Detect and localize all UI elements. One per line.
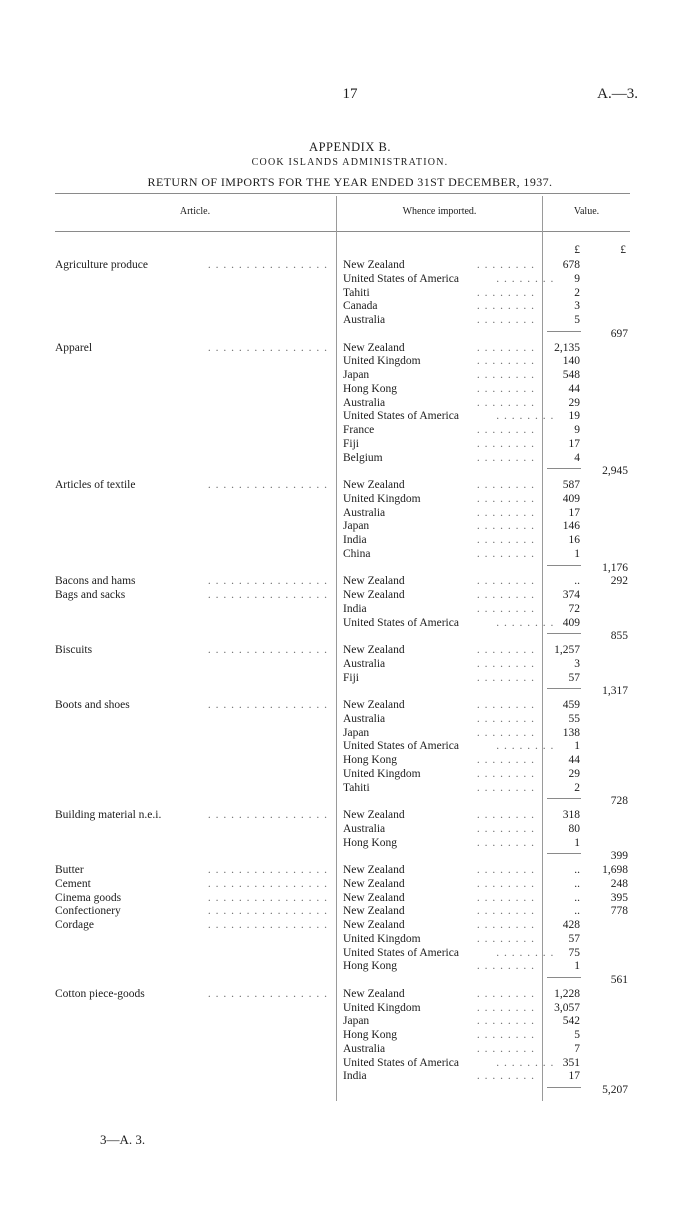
header-article: Article. bbox=[179, 206, 211, 217]
dot-leader: . . . . . . . . bbox=[496, 946, 555, 959]
article-name: Apparel bbox=[55, 341, 93, 354]
import-value: 1 bbox=[574, 836, 580, 849]
import-value: 1,257 bbox=[554, 644, 580, 656]
article-name: Butter bbox=[55, 864, 84, 876]
article-total: 292 bbox=[610, 575, 628, 588]
dot-leader: . . . . . . . . bbox=[476, 341, 535, 354]
dot-leader: . . . . . . . . . . . . . . . . bbox=[207, 891, 328, 904]
header-bottom-rule bbox=[55, 231, 630, 232]
dot-leader: . . . . . . . . bbox=[476, 1070, 535, 1083]
dot-leader: . . . . . . . . . . . . . . . . bbox=[207, 699, 328, 711]
country-name: New Zealand bbox=[343, 905, 405, 918]
currency-symbol-value: £ bbox=[574, 244, 580, 256]
dot-leader: . . . . . . . . bbox=[476, 286, 535, 299]
import-value: 409 bbox=[562, 492, 580, 505]
import-value: 1,228 bbox=[554, 987, 580, 1000]
import-value: 587 bbox=[562, 479, 580, 491]
dot-leader: . . . . . . . . bbox=[476, 259, 535, 271]
article-name: Cinema goods bbox=[55, 891, 122, 904]
dot-leader: . . . . . . . . bbox=[476, 1015, 535, 1028]
import-value: 7 bbox=[574, 1042, 580, 1055]
dot-leader: . . . . . . . . . . . . . . . . bbox=[207, 905, 328, 918]
country-name: New Zealand bbox=[343, 891, 405, 904]
country-name: New Zealand bbox=[343, 809, 405, 821]
article-name: Boots and shoes bbox=[55, 699, 130, 711]
dot-leader: . . . . . . . . bbox=[476, 767, 535, 780]
dot-leader: . . . . . . . . bbox=[476, 809, 535, 821]
article-total: 778 bbox=[610, 905, 628, 918]
import-value: 17 bbox=[568, 1070, 580, 1083]
country-name: Australia bbox=[343, 1042, 386, 1055]
import-value: 75 bbox=[568, 946, 580, 959]
import-value: 17 bbox=[568, 506, 580, 519]
article-total: 1,317 bbox=[602, 685, 628, 698]
dot-leader: . . . . . . . . . . . . . . . . bbox=[207, 809, 328, 821]
subtotal-rule bbox=[547, 633, 581, 634]
country-name: New Zealand bbox=[343, 589, 405, 601]
country-name: Hong Kong bbox=[343, 960, 397, 973]
import-value: 2 bbox=[574, 781, 580, 794]
country-name: Australia bbox=[343, 396, 386, 409]
country-name: Australia bbox=[343, 657, 386, 670]
dot-leader: . . . . . . . . bbox=[476, 314, 535, 326]
article-total: 2,945 bbox=[602, 465, 628, 478]
dot-leader: . . . . . . . . bbox=[476, 369, 535, 381]
dot-leader: . . . . . . . . bbox=[476, 382, 535, 395]
import-value: 678 bbox=[562, 259, 580, 271]
dot-leader: . . . . . . . . bbox=[476, 987, 535, 1000]
import-value: 1 bbox=[574, 960, 580, 973]
country-name: India bbox=[343, 1070, 367, 1083]
dot-leader: . . . . . . . . bbox=[476, 506, 535, 519]
dot-leader: . . . . . . . . bbox=[476, 822, 535, 835]
import-value: 44 bbox=[568, 382, 580, 395]
dot-leader: . . . . . . . . bbox=[476, 300, 535, 313]
country-name: New Zealand bbox=[343, 919, 405, 931]
import-value: .. bbox=[574, 891, 580, 904]
country-name: New Zealand bbox=[343, 644, 405, 656]
dot-leader: . . . . . . . . bbox=[476, 836, 535, 849]
country-name: United States of America bbox=[343, 616, 459, 629]
article-name: Cement bbox=[55, 877, 91, 890]
dot-leader: . . . . . . . . bbox=[476, 424, 535, 436]
import-value: 57 bbox=[568, 671, 580, 684]
header-value: Value. bbox=[573, 206, 600, 217]
article-total: 248 bbox=[610, 877, 628, 890]
import-value: 9 bbox=[574, 272, 580, 285]
dot-leader: . . . . . . . . . . . . . . . . bbox=[207, 259, 328, 271]
import-value: 374 bbox=[562, 589, 580, 601]
import-value: 3,057 bbox=[554, 1001, 580, 1014]
dot-leader: . . . . . . . . . . . . . . . . bbox=[207, 341, 328, 354]
dot-leader: . . . . . . . . bbox=[496, 1056, 555, 1069]
dot-leader: . . . . . . . . . . . . . . . . bbox=[207, 919, 328, 931]
import-value: 5 bbox=[574, 1029, 580, 1041]
article-total: 561 bbox=[610, 974, 628, 986]
article-total: 399 bbox=[610, 850, 628, 863]
subtotal-rule bbox=[547, 688, 581, 689]
dot-leader: . . . . . . . . bbox=[476, 479, 535, 491]
import-value: 1 bbox=[574, 547, 580, 560]
dot-leader: . . . . . . . . bbox=[476, 726, 535, 739]
dot-leader: . . . . . . . . bbox=[476, 1001, 535, 1014]
dot-leader: . . . . . . . . bbox=[476, 905, 535, 918]
dot-leader: . . . . . . . . . . . . . . . . bbox=[207, 864, 328, 876]
dot-leader: . . . . . . . . bbox=[476, 960, 535, 973]
import-value: 351 bbox=[562, 1056, 580, 1069]
import-value: 9 bbox=[574, 424, 580, 436]
import-value: .. bbox=[574, 575, 580, 588]
country-name: Australia bbox=[343, 314, 386, 326]
import-value: 4 bbox=[574, 451, 580, 464]
dot-leader: . . . . . . . . bbox=[476, 932, 535, 945]
dot-leader: . . . . . . . . bbox=[476, 657, 535, 670]
subtotal-rule bbox=[547, 798, 581, 799]
import-value: 29 bbox=[568, 767, 580, 780]
dot-leader: . . . . . . . . bbox=[476, 891, 535, 904]
dot-leader: . . . . . . . . bbox=[496, 272, 555, 285]
subtotal-rule bbox=[547, 977, 581, 978]
country-name: United Kingdom bbox=[343, 492, 421, 505]
dot-leader: . . . . . . . . bbox=[476, 699, 535, 711]
import-value: 72 bbox=[568, 602, 580, 615]
dot-leader: . . . . . . . . bbox=[476, 492, 535, 505]
import-value: 428 bbox=[562, 919, 580, 931]
dot-leader: . . . . . . . . bbox=[476, 355, 535, 368]
return-title: RETURN OF IMPORTS FOR THE YEAR ENDED 31ST DECEMBER, 1937. bbox=[147, 175, 553, 189]
dot-leader: . . . . . . . . bbox=[476, 919, 535, 931]
article-name: Confectionery bbox=[55, 905, 121, 918]
country-name: Japan bbox=[343, 520, 370, 533]
import-value: 542 bbox=[562, 1015, 580, 1028]
dot-leader: . . . . . . . . bbox=[476, 1029, 535, 1041]
article-name: Articles of textile bbox=[55, 479, 136, 491]
import-value: 2,135 bbox=[554, 341, 580, 354]
dot-leader: . . . . . . . . bbox=[476, 644, 535, 656]
table-top-rule bbox=[55, 193, 630, 194]
dot-leader: . . . . . . . . bbox=[476, 451, 535, 464]
country-name: United Kingdom bbox=[343, 767, 421, 780]
country-name: Australia bbox=[343, 506, 386, 519]
country-name: Japan bbox=[343, 1015, 370, 1028]
import-value: 57 bbox=[568, 932, 580, 945]
dot-leader: . . . . . . . . bbox=[476, 712, 535, 725]
dot-leader: . . . . . . . . . . . . . . . . bbox=[207, 987, 328, 1000]
dot-leader: . . . . . . . . bbox=[476, 575, 535, 588]
import-value: 548 bbox=[562, 369, 580, 381]
dot-leader: . . . . . . . . . . . . . . . . bbox=[207, 575, 328, 588]
document-reference: A.—3. bbox=[597, 86, 638, 102]
article-name: Bags and sacks bbox=[55, 589, 126, 601]
dot-leader: . . . . . . . . bbox=[476, 589, 535, 601]
import-value: .. bbox=[574, 877, 580, 890]
country-name: United States of America bbox=[343, 740, 459, 753]
country-name: Hong Kong bbox=[343, 1029, 397, 1041]
import-value: 140 bbox=[562, 355, 580, 368]
country-name: New Zealand bbox=[343, 699, 405, 711]
article-total: 5,207 bbox=[602, 1084, 628, 1096]
country-name: New Zealand bbox=[343, 575, 405, 588]
country-name: Fiji bbox=[343, 671, 359, 684]
country-name: New Zealand bbox=[343, 877, 405, 890]
import-value: 44 bbox=[568, 754, 580, 766]
dot-leader: . . . . . . . . bbox=[476, 754, 535, 766]
dot-leader: . . . . . . . . . . . . . . . . bbox=[207, 589, 328, 601]
country-name: United Kingdom bbox=[343, 932, 421, 945]
country-name: Hong Kong bbox=[343, 836, 397, 849]
import-value: 1 bbox=[574, 740, 580, 753]
dot-leader: . . . . . . . . bbox=[496, 740, 555, 753]
country-name: New Zealand bbox=[343, 479, 405, 491]
country-name: France bbox=[343, 424, 375, 436]
import-value: 409 bbox=[562, 616, 580, 629]
country-name: United States of America bbox=[343, 1056, 459, 1069]
country-name: Hong Kong bbox=[343, 754, 397, 766]
import-value: 29 bbox=[568, 396, 580, 409]
dot-leader: . . . . . . . . bbox=[476, 520, 535, 533]
dot-leader: . . . . . . . . bbox=[476, 602, 535, 615]
subtotal-rule bbox=[547, 565, 581, 566]
column-divider-whence bbox=[336, 196, 337, 1101]
country-name: Tahiti bbox=[343, 286, 370, 299]
country-name: Tahiti bbox=[343, 781, 370, 794]
import-value: 80 bbox=[568, 822, 580, 835]
import-value: 138 bbox=[562, 726, 580, 739]
country-name: Hong Kong bbox=[343, 382, 397, 395]
country-name: India bbox=[343, 602, 367, 615]
import-value: 3 bbox=[574, 300, 580, 313]
subtotal-rule bbox=[547, 1087, 581, 1088]
article-name: Building material n.e.i. bbox=[55, 809, 162, 821]
dot-leader: . . . . . . . . bbox=[496, 410, 555, 423]
import-value: 2 bbox=[574, 286, 580, 299]
country-name: New Zealand bbox=[343, 864, 405, 876]
article-total: 855 bbox=[610, 630, 628, 643]
dot-leader: . . . . . . . . . . . . . . . . bbox=[207, 877, 328, 890]
dot-leader: . . . . . . . . bbox=[476, 547, 535, 560]
import-value: 55 bbox=[568, 712, 580, 725]
subtotal-rule bbox=[547, 853, 581, 854]
country-name: India bbox=[343, 534, 367, 546]
import-value: 5 bbox=[574, 314, 580, 326]
country-name: China bbox=[343, 547, 371, 560]
article-name: Biscuits bbox=[55, 644, 93, 656]
article-name: Bacons and hams bbox=[55, 575, 136, 588]
country-name: Australia bbox=[343, 822, 386, 835]
country-name: New Zealand bbox=[343, 987, 405, 1000]
import-value: 16 bbox=[568, 534, 580, 546]
country-name: New Zealand bbox=[343, 341, 405, 354]
country-name: Japan bbox=[343, 369, 370, 381]
country-name: United States of America bbox=[343, 272, 459, 285]
dot-leader: . . . . . . . . bbox=[476, 864, 535, 876]
article-total: 697 bbox=[610, 327, 628, 340]
import-value: 318 bbox=[562, 809, 580, 821]
dot-leader: . . . . . . . . bbox=[476, 1042, 535, 1055]
page-number: 17 bbox=[342, 86, 358, 102]
country-name: United States of America bbox=[343, 946, 459, 959]
import-value: .. bbox=[574, 864, 580, 876]
import-value: 19 bbox=[568, 410, 580, 423]
dot-leader: . . . . . . . . . . . . . . . . bbox=[207, 644, 328, 656]
import-value: 17 bbox=[568, 437, 580, 450]
dot-leader: . . . . . . . . . . . . . . . . bbox=[207, 479, 328, 491]
dot-leader: . . . . . . . . bbox=[476, 396, 535, 409]
country-name: United Kingdom bbox=[343, 1001, 421, 1014]
subtotal-rule bbox=[547, 468, 581, 469]
article-total: 728 bbox=[610, 795, 628, 808]
currency-symbol-total: £ bbox=[620, 244, 626, 256]
article-total: 1,698 bbox=[602, 864, 628, 876]
dot-leader: . . . . . . . . bbox=[476, 671, 535, 684]
import-value: 146 bbox=[562, 520, 580, 533]
country-name: Australia bbox=[343, 712, 386, 725]
dot-leader: . . . . . . . . bbox=[476, 781, 535, 794]
country-name: Japan bbox=[343, 726, 370, 739]
article-name: Cotton piece-goods bbox=[55, 987, 145, 1000]
footer-signature: 3—A. 3. bbox=[100, 1132, 146, 1147]
article-total: 395 bbox=[610, 891, 628, 904]
dot-leader: . . . . . . . . bbox=[476, 534, 535, 546]
dot-leader: . . . . . . . . bbox=[476, 437, 535, 450]
country-name: New Zealand bbox=[343, 259, 405, 271]
country-name: Fiji bbox=[343, 437, 359, 450]
import-value: 3 bbox=[574, 657, 580, 670]
import-value: .. bbox=[574, 905, 580, 918]
country-name: United States of America bbox=[343, 410, 459, 423]
article-name: Agriculture produce bbox=[55, 259, 148, 271]
header-whence: Whence imported. bbox=[402, 206, 477, 217]
article-total: 1,176 bbox=[602, 561, 628, 574]
dot-leader: . . . . . . . . bbox=[476, 877, 535, 890]
article-name: Cordage bbox=[55, 919, 94, 931]
country-name: United Kingdom bbox=[343, 355, 421, 368]
dot-leader: . . . . . . . . bbox=[496, 616, 555, 629]
appendix-heading: APPENDIX B. bbox=[309, 140, 391, 154]
subtotal-rule bbox=[547, 331, 581, 332]
country-name: Belgium bbox=[343, 451, 383, 464]
country-name: Canada bbox=[343, 300, 378, 313]
administration-heading: COOK ISLANDS ADMINISTRATION. bbox=[251, 157, 449, 168]
import-value: 459 bbox=[562, 699, 580, 711]
